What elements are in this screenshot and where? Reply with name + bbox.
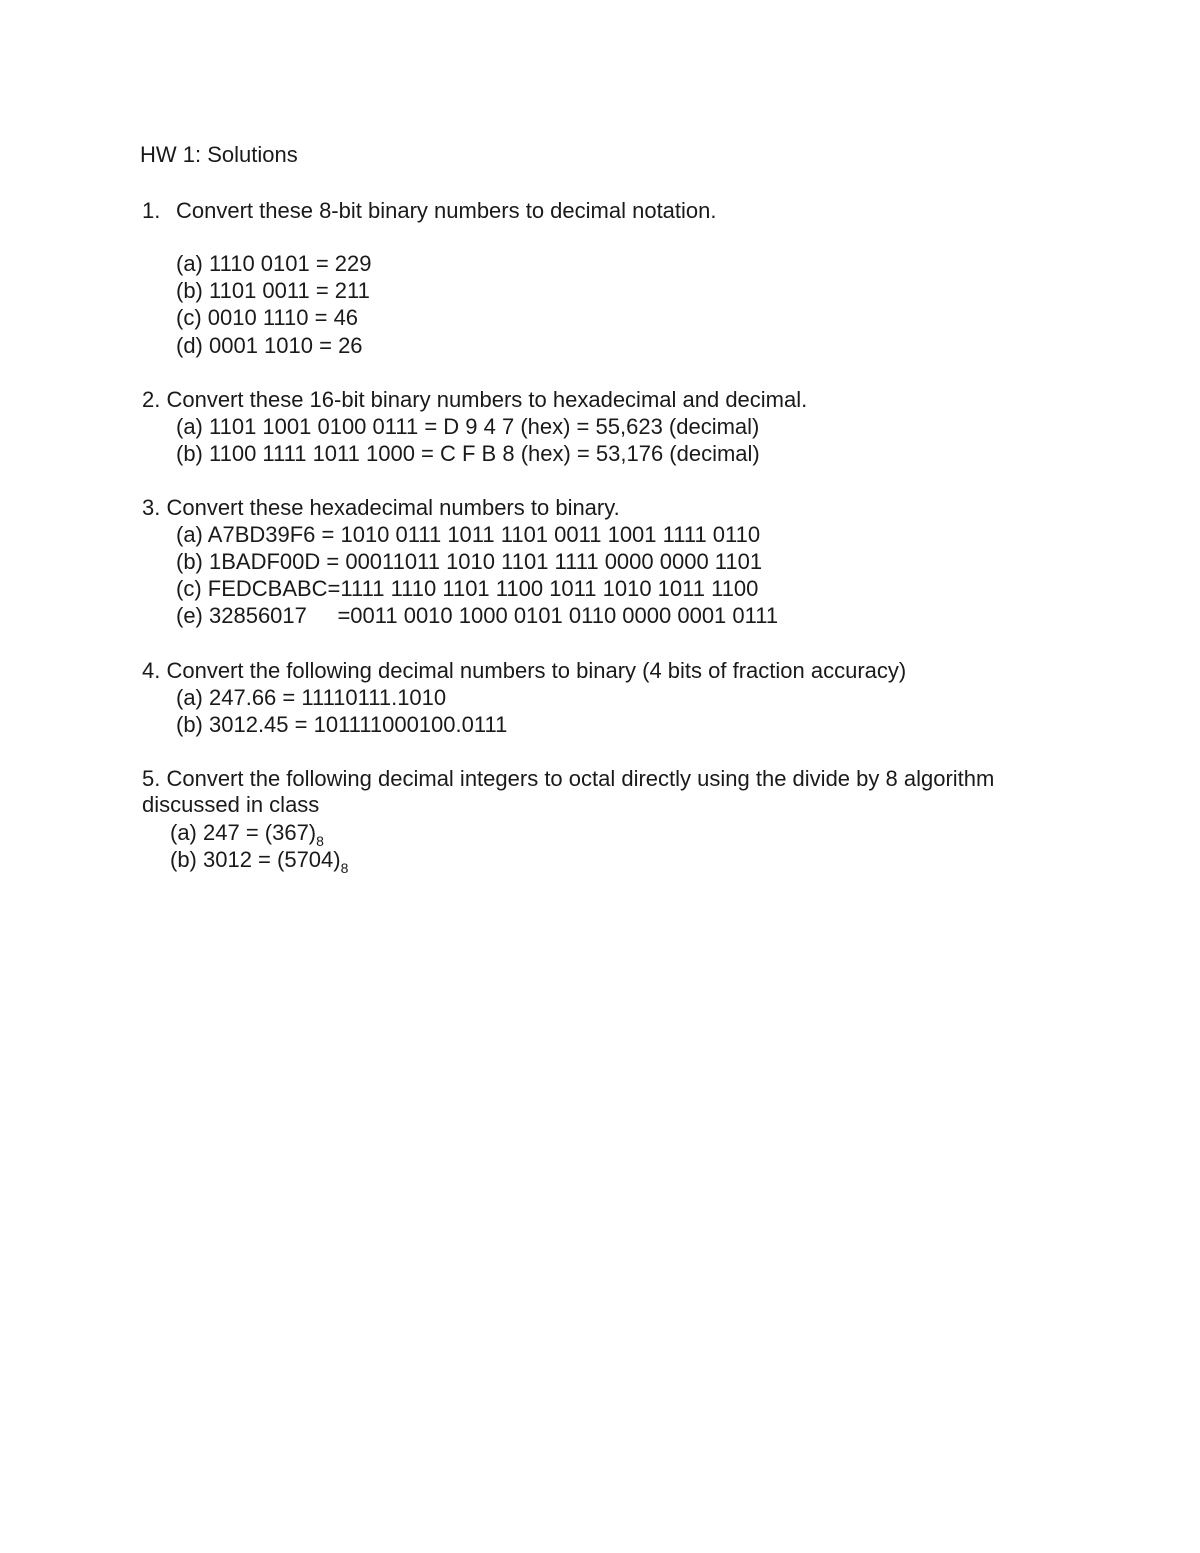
q1-answer-d: (d) 0001 1010 = 26 xyxy=(176,333,363,358)
q3-answer-a: (a) A7BD39F6 = 1010 0111 1011 1101 0011 1001 1111 0110 xyxy=(176,522,761,547)
q1-answer-c: (c) 0010 1110 = 46 xyxy=(176,305,359,330)
q2-answer-b: (b) 1100 1111 1011 1000 = C F B 8 (hex) = 53,176 (decimal) xyxy=(176,441,760,466)
q5-prompt-line1: 5. Convert the following decimal integers to octal directly using the divide by 8 algorithm xyxy=(142,766,995,791)
q5-answer-b-text: (b) 3012 = (5704) xyxy=(170,847,341,872)
q3-answer-c: (c) FEDCBABC=1111 1110 1101 1100 1011 1010 1011 1100 xyxy=(176,576,759,601)
q5-answer-a xyxy=(170,820,324,848)
q4-answer-a: (a) 247.66 = 11110111.1010 xyxy=(176,685,447,710)
q3-prompt: 3. Convert these hexadecimal numbers to binary. xyxy=(142,495,620,520)
q1-answer-a: (a) 1110 0101 = 229 xyxy=(176,251,372,276)
page-title: HW 1: Solutions xyxy=(140,142,298,167)
q3-answer-b: (b) 1BADF00D = 00011011 1010 1101 1111 0000 0000 1101 xyxy=(176,549,763,574)
q5-answer-b xyxy=(170,847,348,875)
q1-answer-b: (b) 1101 0011 = 211 xyxy=(176,278,370,303)
q1-prompt: Convert these 8-bit binary numbers to decimal notation. xyxy=(176,198,717,223)
q5-answer-a-base: 8 xyxy=(316,833,324,849)
q4-prompt: 4. Convert the following decimal numbers to binary (4 bits of fraction accuracy) xyxy=(142,658,907,683)
q1-number: 1. xyxy=(142,198,161,223)
q2-prompt: 2. Convert these 16-bit binary numbers to hexadecimal and decimal. xyxy=(142,387,808,412)
q5-answer-b-base: 8 xyxy=(340,860,349,876)
q3-answer-e: (e) 32856017 =0011 0010 1000 0101 0110 0000 0001 0111 xyxy=(176,603,779,628)
q2-answer-a: (a) 1101 1001 0100 0111 = D 9 4 7 (hex) = 55,623 (decimal) xyxy=(176,414,760,439)
q5-answer-a-text: (a) 247 = (367) xyxy=(170,820,317,845)
q5-prompt-line2: discussed in class xyxy=(142,792,320,817)
q4-answer-b: (b) 3012.45 = 101111000100.0111 xyxy=(176,712,508,737)
